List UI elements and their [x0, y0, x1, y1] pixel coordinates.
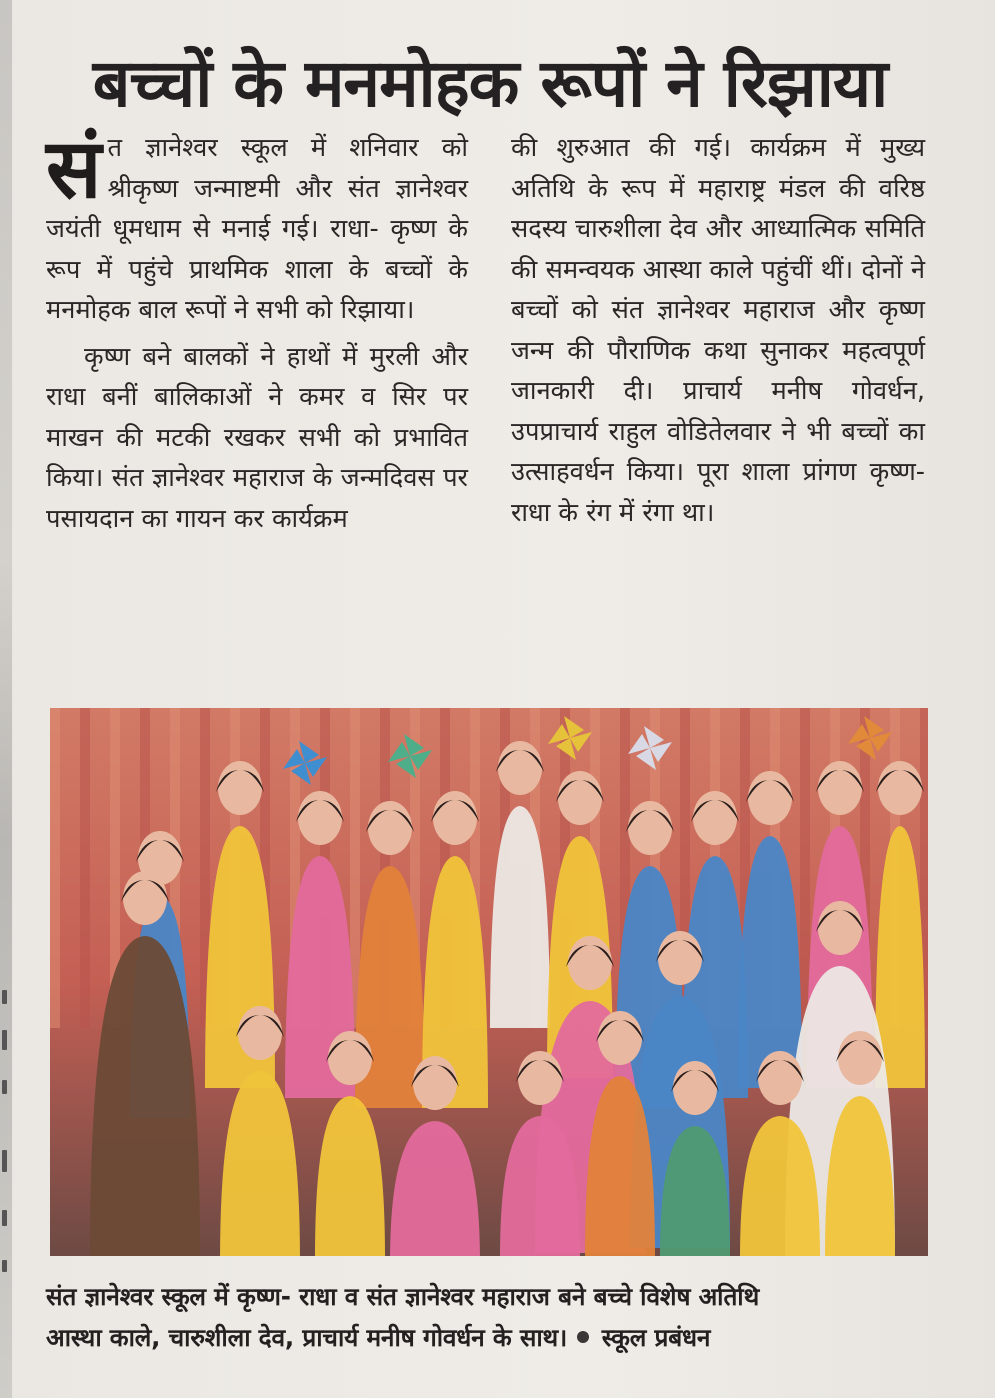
text-line: पौराणिक कथा सुनाकर महत्वपूर्ण [607, 335, 926, 366]
text-line: समन्वयक आस्था काले पहुंचीं [545, 254, 813, 285]
person-face [818, 761, 862, 815]
person-face [598, 1011, 642, 1065]
person-face [433, 791, 477, 845]
person-face [413, 1056, 457, 1110]
person-face [693, 791, 737, 845]
curtain-pleat [80, 708, 90, 1028]
text-line: को श्रीकृष्ण जन्माष्टमी और [107, 133, 468, 204]
person-face [298, 791, 342, 845]
paragraph-2 [46, 337, 468, 540]
curtain-pleat [50, 708, 60, 1028]
text-line: कमर व सिर पर माखन की मटकी [46, 382, 469, 453]
article-column-left [46, 122, 469, 539]
group-photo-illustration [50, 708, 928, 1256]
person-face [218, 761, 262, 815]
person-face [123, 871, 167, 925]
person-face [498, 741, 542, 795]
person-face [628, 801, 672, 855]
paragraph-1 [46, 122, 469, 331]
text-line: मुरली और राधा बनीं बालिकाओं ने [46, 341, 469, 412]
text-line: त ज्ञानेश्वर स्कूल में शनिवार [107, 133, 419, 163]
text-line: रिझाया। [340, 295, 415, 325]
text-line: शाला प्रांगण कृष्ण- राधा के रंग में [511, 457, 926, 528]
person-face [878, 761, 922, 815]
curtain-pleat [800, 708, 810, 1028]
person-face [368, 801, 412, 855]
text-line: मनाई गई। राधा- कृष्ण के रूप में [46, 214, 468, 285]
text-line: की शुरुआत की गई। कार्यक्रम में [511, 133, 861, 163]
text-line: जानकारी दी। प्राचार्य मनीष गोवर्धन, [511, 376, 925, 406]
person-face [568, 936, 612, 990]
bullet-icon [577, 1331, 589, 1343]
article-headline: बच्चों के मनमोहक रूपों ने रिझाया [92, 45, 888, 122]
person-face [838, 1031, 882, 1085]
caption-line-1: संत ज्ञानेश्वर स्कूल में कृष्ण- राधा व संत ज्ञानेश्वर महाराज बने बच्चे विशेष अतिथि [46, 1282, 760, 1311]
person-face [758, 1051, 802, 1105]
person-face [658, 931, 702, 985]
person-face [518, 1051, 562, 1105]
text-line: ज्ञानेश्वर महाराज के जन्मदिवस पर [151, 463, 468, 493]
text-line: मंडल की वरिष्ठ सदस्य चारुशीला [511, 173, 926, 244]
text-line: संत ज्ञानेश्वर जयंती धूमधाम से [46, 173, 469, 244]
text-line: उपप्राचार्य राहुल वोडितेलवार ने भी [511, 416, 831, 447]
text-line: पहुंचे प्राथमिक शाला के बच्चों के [128, 254, 469, 285]
text-line: देव और आध्यात्मिक समिति की [511, 214, 925, 285]
caption-line-2 [46, 1317, 936, 1358]
text-line: कृष्ण बने बालकों ने हाथों में [84, 341, 358, 372]
text-line: बच्चों का उत्साहवर्धन किया। पूरा [511, 416, 925, 487]
group-photo [50, 708, 928, 1256]
text-line: मनमोहक बाल रूपों ने सभी को [46, 295, 333, 325]
article-column-right [511, 128, 925, 533]
person-face [558, 771, 602, 825]
paragraph-3 [511, 128, 925, 533]
page-edge [0, 0, 12, 1398]
person-face [238, 1006, 282, 1060]
person-face [328, 1031, 372, 1085]
text-line: रखकर सभी को प्रभावित किया। संत [46, 422, 469, 493]
text-line: महाराज और कृष्ण जन्म की [511, 295, 925, 366]
text-line: रंगा था। [642, 497, 715, 528]
text-line: पसायदान का गायन कर कार्यक्रम [46, 503, 348, 534]
person-face [818, 901, 862, 955]
drop-cap: सं [46, 122, 102, 217]
photo-credit: स्कूल प्रबंधन [601, 1323, 711, 1352]
person-face [748, 771, 792, 825]
person-face [673, 1061, 717, 1115]
text-line: मुख्य अतिथि के रूप में महाराष्ट्र [511, 133, 925, 204]
caption-line-2-text: आस्था काले, चारुशीला देव, प्राचार्य मनीष गोवर्धन के साथ। [46, 1323, 568, 1352]
text-line: थीं। दोनों ने बच्चों को संत ज्ञानेश्वर [511, 254, 925, 325]
photo-caption [46, 1276, 936, 1358]
